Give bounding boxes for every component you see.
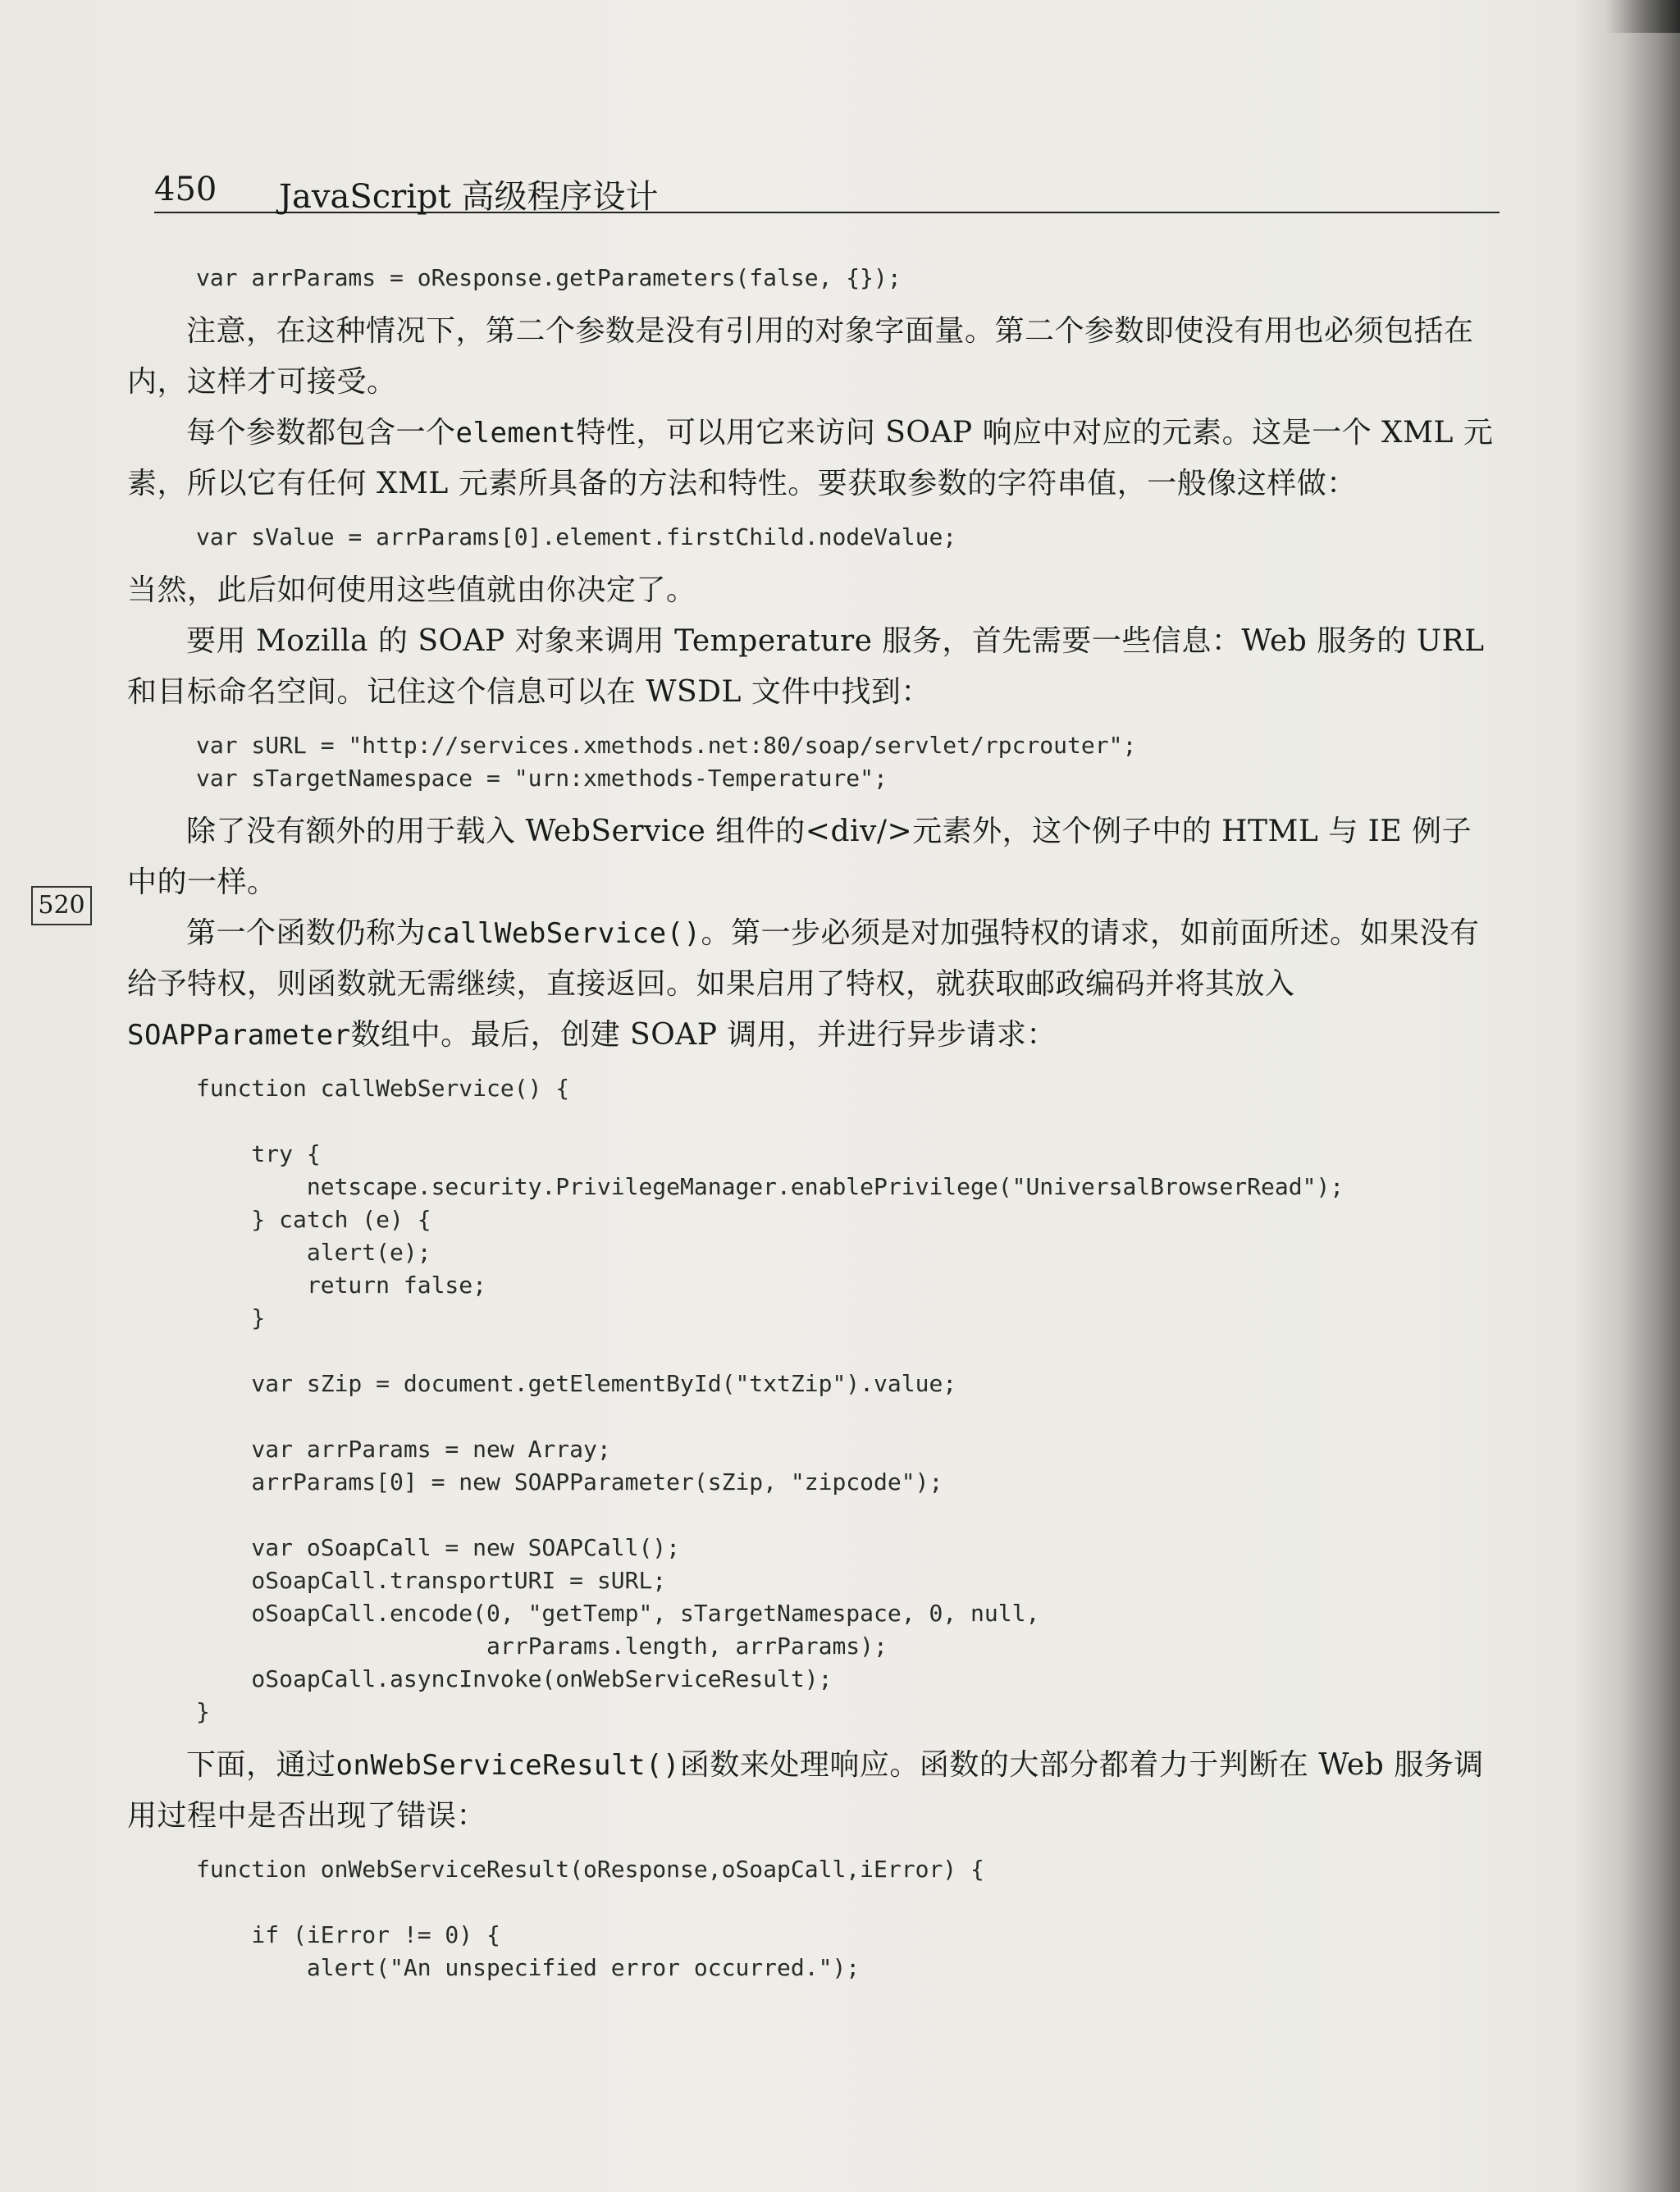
original-page-marker: 520 — [31, 886, 92, 925]
inline-code: onWebServiceResult() — [336, 1749, 680, 1782]
paragraph-text: 。第一步必须是对加强特权的请求，如前面所述。如果没有给予特权，则函数就无需继续，直接返回。如果启用了特权，就获取邮政编码并将其放入 — [127, 916, 1480, 1001]
inline-code: callWebService() — [426, 917, 701, 950]
paragraph-html-same-as-ie: 除了没有额外的用于载入 WebService 组件的<div/>元素外，这个例子中的 HTML 与 IE 例子中的一样。 — [127, 815, 1472, 899]
inline-code: SOAPParameter — [127, 1019, 351, 1052]
paragraph-element-property — [127, 408, 1497, 509]
paragraph-text: 下面，通过 — [186, 1748, 336, 1782]
paragraph-mozilla-soap: 要用 Mozilla 的 SOAP 对象来调用 Temperature 服务，首先需要一些信息：Web 服务的 URL 和目标命名空间。记住这个信息可以在 WSDL 文件中找到： — [127, 624, 1485, 709]
book-spine-shadow — [1573, 0, 1680, 2192]
paragraph-text: 数组中。最后，创建 SOAP 调用，并进行异步请求： — [350, 1018, 1057, 1052]
book-title: JavaScript 高级程序设计 — [279, 178, 659, 216]
paragraph-text: 特性，可以用它来访问 SOAP 响应中对应的元素。这是一个 XML 元素，所以它有任何 XML 元素所具备的方法和特性。要获取参数的字符串值，一般像这样做： — [127, 416, 1494, 500]
code-block-service-url: var sURL = "http://services.xmethods.net:80/soap/servlet/rpcrouter"; var sTargetNamespace = "urn:xmethods-Temperature"; — [196, 732, 1137, 792]
code-block-on-web-service-result: function onWebServiceResult(oResponse,oSoapCall,iError) { if (iError != 0) { alert("An unspecified error occurred."); — [196, 1856, 984, 1981]
paragraph-object-literal-note: 注意，在这种情况下，第二个参数是没有引用的对象字面量。第二个参数即使没有用也必须包括在内，这样才可接受。 — [127, 314, 1474, 399]
page-content — [127, 250, 1497, 1996]
code-block-get-parameters: var arrParams = oResponse.getParameters(false, {}); — [196, 264, 902, 291]
inline-code: element — [455, 417, 577, 450]
paragraph-text: 第一个函数仍称为 — [186, 916, 427, 950]
paragraph-call-web-service — [127, 908, 1497, 1061]
paragraph-text: 每个参数都包含一个 — [186, 416, 456, 450]
paragraph-text: 函数来处理响应。函数的大部分都着力于判断在 Web 服务调用过程中是否出现了错误： — [127, 1748, 1484, 1833]
code-block-call-web-service: function callWebService() { try { netscape.security.PrivilegeManager.enablePrivilege("UniversalBrowserRead"); } catch (e) { alert(e); return false; } var sZip = document.getElementById("txtZip").value; var arrParams = new Array; arrParams[0] = new SOAPParameter(sZip, "zipcode"); var oSoapCall = new SOAPCall(); oSoapCall.transportURI = sURL; oSoapCall.encode(0, "getTemp", sTargetNamespace, 0, null, arrParams.length, arrParams); oSoapCall.asyncInvoke(onWebServiceResult); } — [196, 1075, 1344, 1725]
running-header — [154, 164, 1500, 216]
code-block-node-value: var sValue = arrParams[0].element.firstChild.nodeValue; — [196, 523, 957, 550]
page-corner-shadow — [1606, 0, 1680, 33]
paragraph-values-decision: 当然，此后如何使用这些值就由你决定了。 — [127, 573, 696, 607]
paragraph-on-web-service-result — [127, 1740, 1497, 1842]
page-number: 450 — [154, 171, 217, 208]
